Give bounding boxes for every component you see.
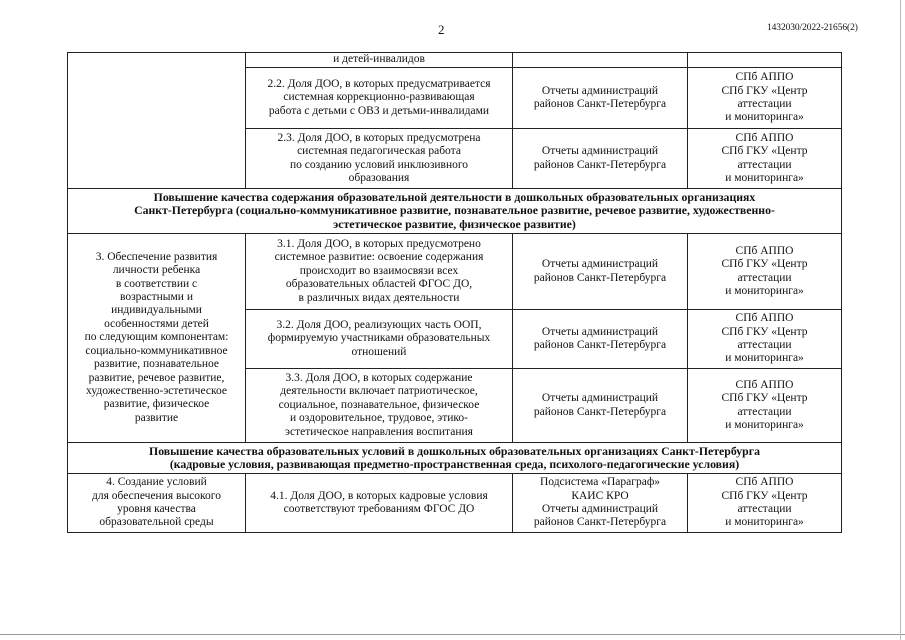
responsible-cell: СПб АППО СПб ГКУ «Центр аттестации и мониторинга» xyxy=(688,310,842,369)
responsible-cell: СПб АППО СПб ГКУ «Центр аттестации и мониторинга» xyxy=(688,129,842,189)
scan-edge-line xyxy=(900,0,901,640)
table-row xyxy=(68,234,842,310)
indicators-table xyxy=(67,52,842,533)
source-cell: Отчеты администраций районов Санкт-Петербурга xyxy=(513,129,688,189)
scan-edge-line xyxy=(0,634,905,635)
source-cell: Отчеты администраций районов Санкт-Петербурга xyxy=(513,369,688,443)
goal-cell-continued xyxy=(68,53,246,189)
source-cell xyxy=(513,53,688,68)
responsible-cell: СПб АППО СПб ГКУ «Центр аттестации и мониторинга» xyxy=(688,68,842,129)
source-cell: Отчеты администраций районов Санкт-Петербурга xyxy=(513,310,688,369)
table-row xyxy=(68,53,842,68)
section-row xyxy=(68,189,842,234)
indicator-cell: 2.3. Доля ДОО, в которых предусмотрена системная педагогическая работа по созданию условий инклюзивного образования xyxy=(246,129,513,189)
goal-cell: 3. Обеспечение развития личности ребенка в соответствии с возрастными и индивидуальными особенностями детей по следующим компонентам: социально-коммуникативное развитие, познавательное развитие, речевое развитие, художественно-эстетическое развитие, физическое развитие xyxy=(68,234,246,443)
source-cell: Подсистема «Параграф» КАИС КРО Отчеты администраций районов Санкт-Петербурга xyxy=(513,474,688,533)
section-heading: Повышение качества образовательных условий в дошкольных образовательных организациях Санкт-Петербурга (кадровые условия, развивающая предметно-пространственная среда, психолого-педагогические условия) xyxy=(68,443,842,474)
indicator-cell: 4.1. Доля ДОО, в которых кадровые условия соответствуют требованиям ФГОС ДО xyxy=(246,474,513,533)
indicator-cell: и детей-инвалидов xyxy=(246,53,513,68)
goal-cell: 4. Создание условий для обеспечения высокого уровня качества образовательной среды xyxy=(68,474,246,533)
section-heading: Повышение качества содержания образовательной деятельности в дошкольных образовательных организациях Санкт-Петербурга (социально-коммуникативное развитие, познавательное развитие, речевое развитие, художественно- эстетическое развитие, физическое развитие) xyxy=(68,189,842,234)
responsible-cell: СПб АППО СПб ГКУ «Центр аттестации и мониторинга» xyxy=(688,369,842,443)
indicator-cell: 2.2. Доля ДОО, в которых предусматривается системная коррекционно-развивающая работа с детьми с ОВЗ и детьми-инвалидами xyxy=(246,68,513,129)
indicator-cell: 3.2. Доля ДОО, реализующих часть ООП, формируемую участниками образовательных отношений xyxy=(246,310,513,369)
table-row xyxy=(68,474,842,533)
section-row xyxy=(68,443,842,474)
document-code: 1432030/2022-21656(2) xyxy=(767,23,858,33)
responsible-cell: СПб АППО СПб ГКУ «Центр аттестации и мониторинга» xyxy=(688,234,842,310)
responsible-cell xyxy=(688,53,842,68)
indicator-cell: 3.3. Доля ДОО, в которых содержание деятельности включает патриотическое, социальное, познавательное, физическое и оздоровительное, трудовое, этико- эстетическое направления воспитания xyxy=(246,369,513,443)
source-cell: Отчеты администраций районов Санкт-Петербурга xyxy=(513,234,688,310)
page-number: 2 xyxy=(438,22,445,37)
source-cell: Отчеты администраций районов Санкт-Петербурга xyxy=(513,68,688,129)
indicator-cell: 3.1. Доля ДОО, в которых предусмотрено системное развитие: освоение содержания происходит во взаимосвязи всех образовательных областей ФГОС ДО, в различных видах деятельности xyxy=(246,234,513,310)
responsible-cell: СПб АППО СПб ГКУ «Центр аттестации и мониторинга» xyxy=(688,474,842,533)
